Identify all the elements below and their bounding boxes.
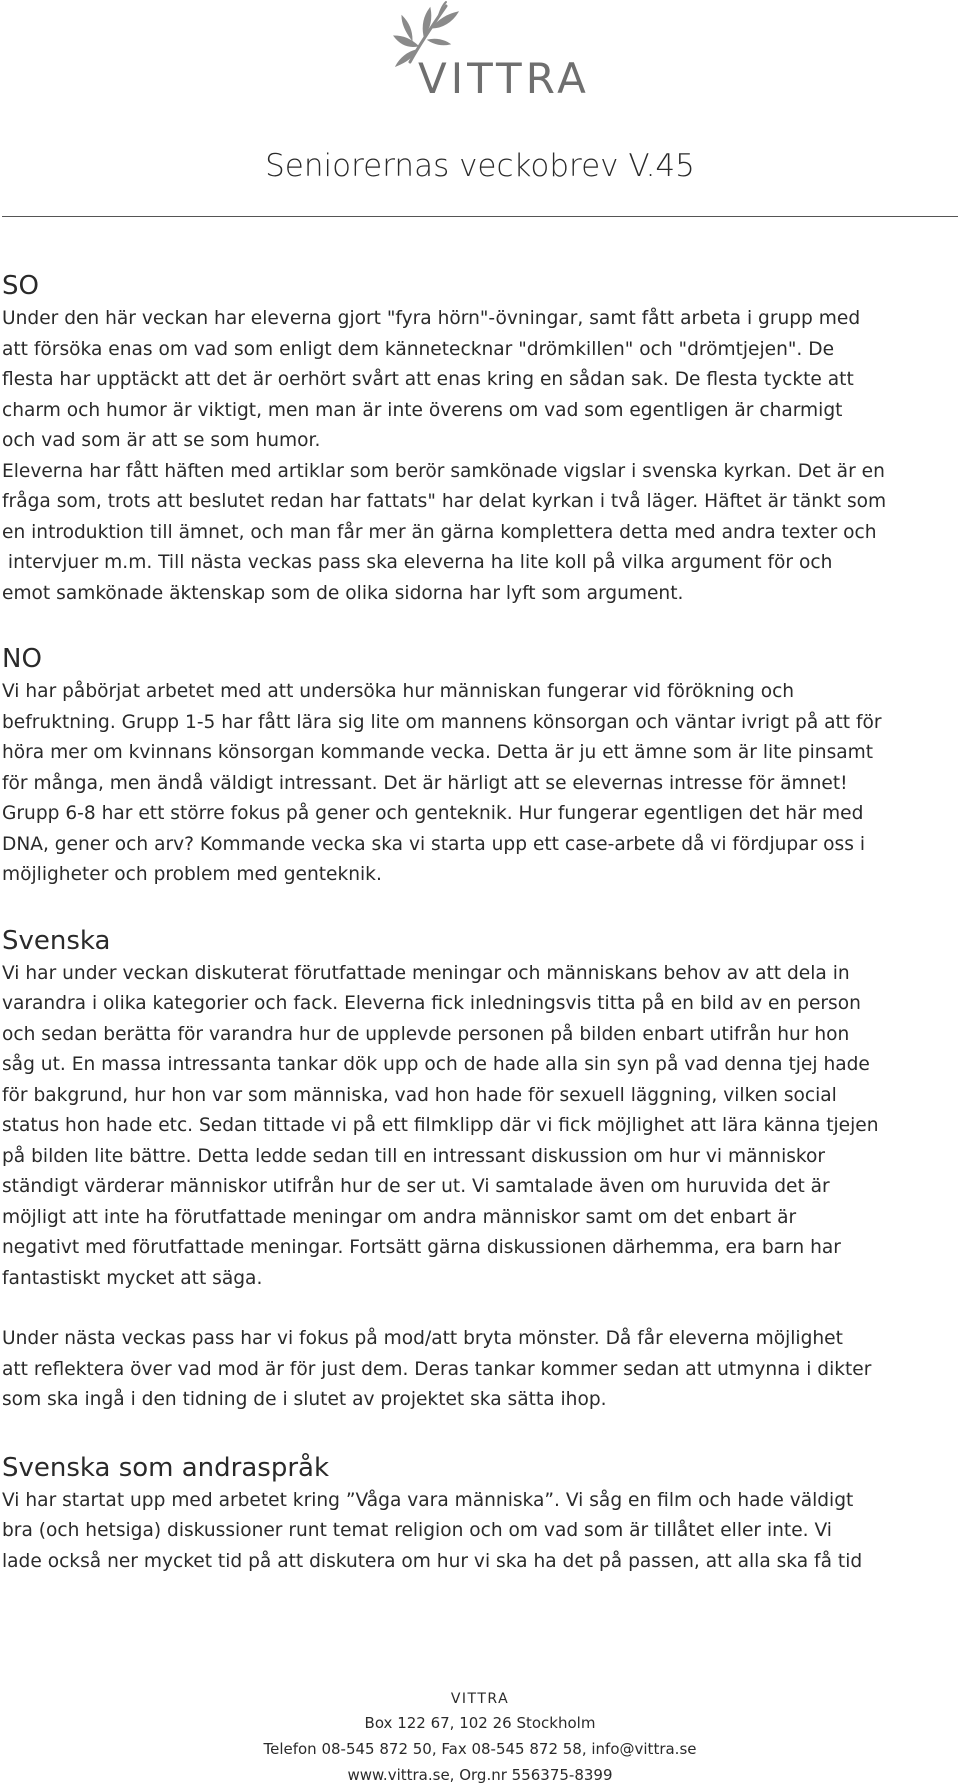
paragraph-line: möjligheter och problem med genteknik. — [2, 864, 382, 885]
paragraph-line: DNA, gener och arv? Kommande vecka ska vi starta upp ett case-arbete då vi fördjupar oss i — [2, 833, 866, 855]
section-svenska — [2, 923, 952, 1416]
paragraph-line: charm och humor är viktigt, men man är inte överens om vad som egentligen är charmigt — [2, 399, 843, 421]
document-body — [2, 268, 952, 1577]
section-svenska-som-andrasprak — [2, 1450, 952, 1578]
footer-web: www.vittra.se, Org.nr 556375-8399 — [347, 1766, 613, 1784]
footer-address: Box 122 67, 102 26 Stockholm — [364, 1714, 596, 1732]
paragraph-line: som ska ingå i den tidning de i slutet av projektet ska sätta ihop. — [2, 1389, 607, 1410]
paragraph-line: ständigt värderar människor utifrån hur de ser ut. Vi samtalade även om huruvida det är — [2, 1176, 830, 1197]
section-so — [2, 268, 952, 609]
paragraph-line: Vi har under veckan diskuterat förutfattade meningar och människans behov av att dela in — [2, 962, 850, 984]
paragraph-line: intervjuer m.m. Till nästa veckas pass ska eleverna ha lite koll på vilka argument för och — [2, 552, 833, 573]
paragraph-line: fantastiskt mycket att säga. — [2, 1267, 263, 1289]
paragraph-line: Under den här veckan har eleverna gjort "fyra hörn"-övningar, samt fått arbeta i grupp med — [2, 308, 861, 329]
paragraph-line: negativt med förutfattade meningar. Fortsätt gärna diskussionen därhemma, era barn har — [2, 1237, 841, 1258]
paragraph-line: bra (och hetsiga) diskussioner runt temat religion och om vad som är tillåtet eller inte. Vi — [2, 1520, 832, 1541]
paragraph-line: fråga som, trots att beslutet redan har fattats" har delat kyrkan i två läger. Häftet är tänkt som — [2, 491, 887, 512]
paragraph-line: status hon hade etc. Sedan tittade vi på ett filmklipp där vi fick möjlighet att lära känna tjejen — [2, 1115, 879, 1136]
paragraph-line: befruktning. Grupp 1-5 har fått lära sig lite om mannens könsorgan och väntar ivrigt på att för — [2, 711, 882, 733]
logo-wordmark: VITTRA — [418, 54, 590, 103]
document-title: Seniorernas veckobrev V.45 — [265, 148, 695, 184]
paragraph-line: för många, men ändå väldigt intressant. Det är härligt att se elevernas intresse för ämnet! — [2, 772, 848, 794]
paragraph-line: Eleverna har fått häften med artiklar som berör samkönade vigslar i svenska kyrkan. Det är en — [2, 460, 885, 482]
paragraph-line: och vad som är att se som humor. — [2, 430, 321, 451]
paragraph-line: att reflektera över vad mod är för just dem. Deras tankar kommer sedan att utmynna i dikter — [2, 1358, 872, 1380]
paragraph-line: flesta har upptäckt att det är oerhört svårt att enas kring en sådan sak. De flesta tyckte att — [2, 369, 854, 390]
footer-contact: Telefon 08-545 872 50, Fax 08-545 872 58, info@vittra.se — [263, 1740, 697, 1758]
paragraph-line: på bilden lite bättre. Detta ledde sedan till en intressant diskussion om hur vi människor — [2, 1145, 826, 1167]
paragraph-line: Under nästa veckas pass har vi fokus på mod/att bryta mönster. Då får eleverna möjlighet — [2, 1328, 843, 1349]
paragraph-line: möjligt att inte ha förutfattade meningar om andra människor samt om det enbart är — [2, 1206, 797, 1228]
paragraph-line: Vi har påbörjat arbetet med att undersöka hur människan fungerar vid förökning och — [2, 681, 795, 702]
paragraph-line: såg ut. En massa intressanta tankar dök upp och de hade alla sin syn på vad denna tjej hade — [2, 1054, 870, 1075]
paragraph-line: emot samkönade äktenskap som de olika sidorna har lyft som argument. — [2, 582, 684, 604]
section-no — [2, 641, 952, 891]
paragraph-line: för bakgrund, hur hon var som människa, vad hon hade för sexuell läggning, vilken social — [2, 1084, 837, 1106]
paragraph-line: varandra i olika kategorier och fack. Eleverna fick inledningsvis titta på en bild av en person — [2, 993, 861, 1014]
section-heading: Svenska som andraspråk — [2, 1452, 330, 1483]
paragraph-line: höra mer om kvinnans könsorgan kommande vecka. Detta är ju ett ämne som är lite pinsamt — [2, 742, 874, 763]
title-divider — [2, 216, 958, 217]
footer-brand: VITTRA — [450, 1691, 510, 1707]
paragraph-line: en introduktion till ämnet, och man får mer än gärna komplettera detta med andra texter och — [2, 521, 877, 543]
section-heading: SO — [2, 271, 39, 301]
section-heading: NO — [2, 644, 42, 674]
paragraph-line: och sedan berätta för varandra hur de upplevde personen på bilden enbart utifrån hur hon — [2, 1023, 850, 1045]
paragraph-line: Vi har startat upp med arbetet kring ”Våga vara människa”. Vi såg en film och hade väldigt — [2, 1489, 854, 1511]
page-footer — [0, 1688, 960, 1788]
paragraph-line: Grupp 6-8 har ett större fokus på gener och genteknik. Hur fungerar egentligen det här med — [2, 803, 864, 824]
paragraph-line: att försöka enas om vad som enligt dem kännetecknar "drömkillen" och "drömtjejen". De — [2, 338, 835, 360]
paragraph-line: lade också ner mycket tid på att diskutera om hur vi ska ha det på passen, att alla ska få tid — [2, 1550, 863, 1572]
vittra-logo — [372, 0, 592, 106]
section-heading: Svenska — [2, 925, 111, 956]
